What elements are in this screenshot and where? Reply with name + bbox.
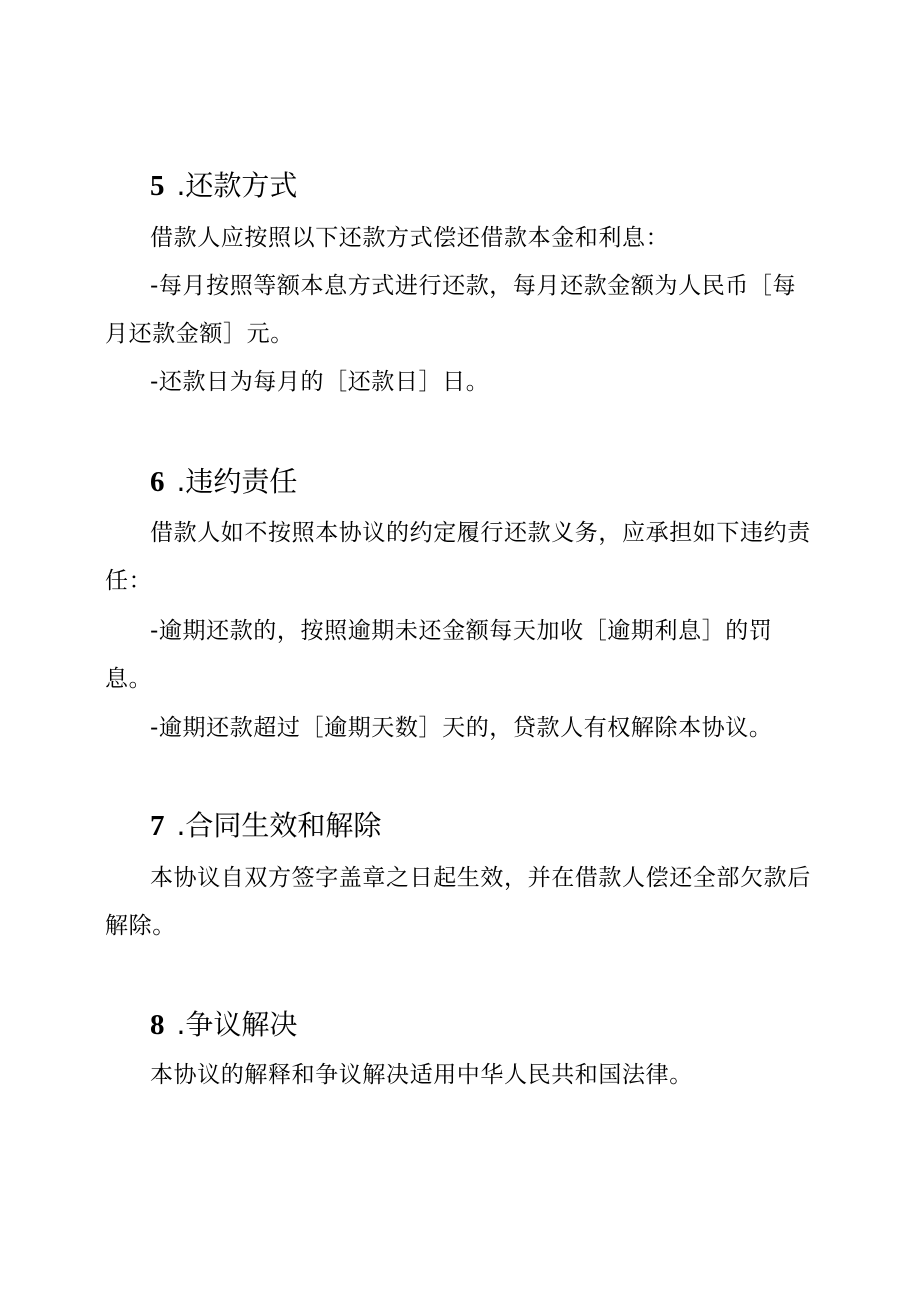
section-6-heading xyxy=(150,462,297,502)
section-5-line-3: 月还款金额］元。 xyxy=(105,321,294,347)
section-7-heading xyxy=(150,806,381,846)
section-6-line-1: 借款人如不按照本协议的约定履行还款义务，应承担如下违约责 xyxy=(150,520,811,546)
section-8-number: 8 xyxy=(150,1009,165,1041)
section-6-line-3: -逾期还款的，按照逾期未还金额每天加收［逾期利息］的罚 xyxy=(150,618,773,644)
section-6-line-4: 息。 xyxy=(105,666,153,692)
section-8-line-1: 本协议的解释和争议解决适用中华人民共和国法律。 xyxy=(150,1062,693,1088)
section-5-heading xyxy=(150,166,297,206)
section-6-number: 6 xyxy=(150,466,165,498)
section-7-line-1: 本协议自双方签字盖章之日起生效，并在借款人偿还全部欠款后 xyxy=(150,865,811,891)
section-7-line-2: 解除。 xyxy=(105,913,176,939)
section-7-number: 7 xyxy=(150,810,165,842)
section-5-line-1: 借款人应按照以下还款方式偿还借款本金和利息： xyxy=(150,225,670,251)
section-7-title: .合同生效和解除 xyxy=(176,809,382,842)
section-5-title: .还款方式 xyxy=(176,169,298,202)
section-5-line-4: -还款日为每月的［还款日］日。 xyxy=(150,369,490,395)
section-6-title: .违约责任 xyxy=(176,465,298,498)
section-8-title: .争议解决 xyxy=(176,1008,298,1041)
section-5-number: 5 xyxy=(150,170,165,202)
section-5-line-2: -每月按照等额本息方式进行还款，每月还款金额为人民币［每 xyxy=(150,273,797,299)
section-8-heading xyxy=(150,1005,297,1045)
section-6-line-5: -逾期还款超过［逾期天数］天的，贷款人有权解除本协议。 xyxy=(150,715,773,741)
section-6-line-2: 任： xyxy=(105,568,153,594)
